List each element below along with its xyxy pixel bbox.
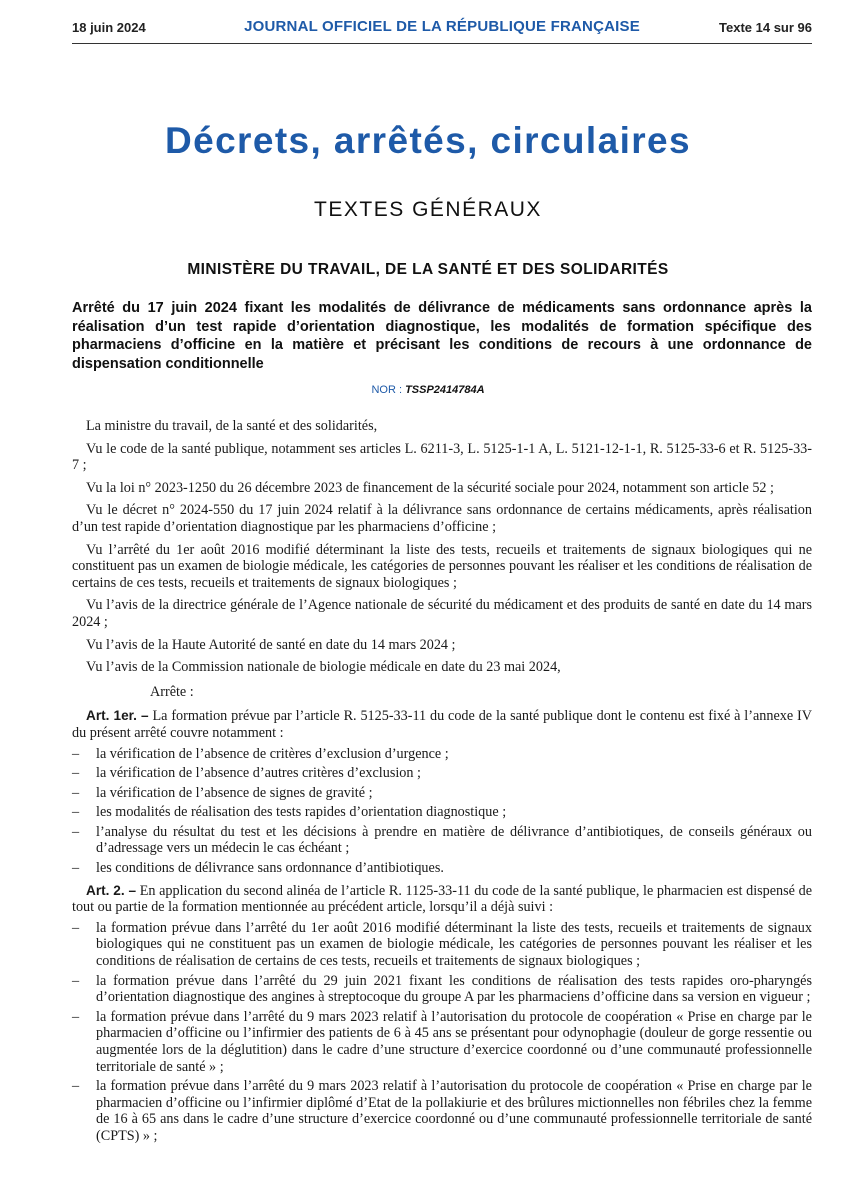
nor-code: TSSP2414784A bbox=[405, 384, 485, 396]
article-1-list bbox=[72, 746, 812, 877]
list-item-text: la formation prévue dans l’arrêté du 29 juin 2021 fixant les conditions de réalisation des tests rapides oro-pharyngés d’orientation diagnostique des angines à streptocoque du groupe A par les pharmaciens d’officine dans sa version en vigueur ; bbox=[96, 972, 812, 1006]
list-item-text: la vérification de l’absence d’autres critères d’exclusion ; bbox=[96, 765, 421, 782]
list-dash: – bbox=[72, 745, 80, 762]
list-item-text: les conditions de délivrance sans ordonnance d’antibiotiques. bbox=[96, 860, 444, 877]
list-item bbox=[72, 1009, 812, 1075]
text-number: Texte 14 sur 96 bbox=[719, 20, 812, 35]
journal-title: JOURNAL OFFICIEL DE LA RÉPUBLIQUE FRANÇAISE bbox=[244, 18, 640, 35]
preamble-visa: Vu l’avis de la Commission nationale de biologie médicale en date du 23 mai 2024, bbox=[86, 659, 561, 676]
preamble-visa: Vu le code de la santé publique, notamment ses articles L. 6211-3, L. 5125-1-1 A, L. 5121-12-1-1, R. 5125-33-6 et R. 5125-33-7 ; bbox=[72, 440, 812, 474]
list-item bbox=[72, 804, 812, 821]
preamble-visa: Vu la loi n° 2023-1250 du 26 décembre 2023 de financement de la sécurité sociale pour 2024, notamment son article 52 ; bbox=[86, 479, 774, 496]
arrete-title: Arrêté du 17 juin 2024 fixant les modalités de délivrance de médicaments sans ordonnance après la réalisation d’un test rapide d’orientation diagnostique, les modalités de formation spécifique des pharmaciens d’officine en la matière et précisant les conditions de recours à une ordonnance de dispensation conditionnelle bbox=[72, 300, 812, 372]
list-dash: – bbox=[72, 860, 80, 877]
list-item bbox=[72, 785, 812, 802]
list-item bbox=[72, 920, 812, 970]
preamble-visa: Vu l’avis de la Haute Autorité de santé en date du 14 mars 2024 ; bbox=[86, 636, 456, 653]
nor-label: NOR : bbox=[371, 384, 402, 396]
list-item-text: la formation prévue dans l’arrêté du 9 mars 2023 relatif à l’autorisation du protocole de coopération « Prise en charge par le pharmacien d’officine ou l’infirmier des patients de 6 à 45 ans se présentant pour odynophagie (douleur de gorge ressentie ou augmentée lors de la déglutition) dans le cadre d’une structure d’exercice coordonné ou d’une communauté professionnelle territoriale de santé » ; bbox=[96, 1008, 812, 1075]
list-dash: – bbox=[72, 919, 80, 936]
list-dash: – bbox=[72, 804, 80, 821]
page-title: Décrets, arrêtés, circulaires bbox=[164, 120, 692, 161]
page-header bbox=[72, 18, 812, 42]
list-dash: – bbox=[72, 1008, 80, 1025]
list-dash: – bbox=[72, 765, 80, 782]
list-item-text: la formation prévue dans l’arrêté du 1er août 2016 modifié déterminant la liste des tests, recueils et traitements de signaux biologiques qui ne constituent pas un examen de biologie médicale, les catégories de personnes pouvant les réaliser et les conditions de réalisation de certains de ces tests, recueils et traitements de signaux biologiques ; bbox=[96, 919, 812, 970]
nor-reference bbox=[0, 384, 856, 396]
preamble-visa: Vu le décret n° 2024-550 du 17 juin 2024 relatif à la délivrance sans ordonnance de certains médicaments, après réalisation d’un test rapide d’orientation diagnostique par les pharmaciens d’officine ; bbox=[72, 502, 812, 535]
list-item bbox=[72, 824, 812, 857]
list-item bbox=[72, 746, 812, 763]
list-dash: – bbox=[72, 784, 80, 801]
article-1 bbox=[72, 708, 812, 741]
article-2-list bbox=[72, 920, 812, 1145]
article-2-text: En application du second alinéa de l’article R. 1125-33-11 du code de la santé publique, le pharmacien est dispensé de tout ou partie de la formation mentionnée au précédent article, lorsqu’il a déjà suivi : bbox=[72, 882, 812, 916]
article-2 bbox=[72, 883, 812, 916]
publication-date: 18 juin 2024 bbox=[72, 20, 146, 35]
header-divider bbox=[72, 43, 812, 44]
preamble-minister: La ministre du travail, de la santé et des solidarités, bbox=[86, 418, 378, 434]
list-item-text: l’analyse du résultat du test et les décisions à prendre en matière de délivrance d’antibiotiques, de conseils généraux ou d’adressage vers un médecin le cas échéant ; bbox=[96, 823, 812, 857]
list-item bbox=[72, 1078, 812, 1144]
arrete-label: Arrête : bbox=[150, 683, 194, 700]
article-1-text: La formation prévue par l’article R. 5125-33-11 du code de la santé publique dont le contenu est fixé à l’annexe IV du présent arrêté couvre notamment : bbox=[72, 708, 812, 741]
list-item-text: la formation prévue dans l’arrêté du 9 mars 2023 relatif à l’autorisation du protocole de coopération « Prise en charge par le pharmacien d’officine ou l’infirmier diplômé d’Etat de la pollakiurie et des brûlures mictionnelles non fébriles chez la femme de 16 à 65 ans dans le cadre d’une structure d’exercice coordonné ou d’une communauté professionnelle territoriale de santé (CPTS) » ; bbox=[96, 1078, 812, 1144]
preamble-visa: Vu l’avis de la directrice générale de l’Agence nationale de sécurité du médicament et des produits de santé en date du 14 mars 2024 ; bbox=[72, 597, 812, 630]
list-dash: – bbox=[72, 823, 80, 840]
document-body bbox=[72, 418, 812, 1151]
preamble-visa: Vu l’arrêté du 1er août 2016 modifié déterminant la liste des tests, recueils et traitements de signaux biologiques qui ne constituent pas un examen de biologie médicale, les catégories de personnes pouvant les réaliser et les conditions de réalisation de certains de ces tests, recueils et traitements de signaux biologiques ; bbox=[72, 541, 812, 591]
list-item-text: la vérification de l’absence de signes de gravité ; bbox=[96, 784, 373, 801]
list-item-text: les modalités de réalisation des tests rapides d’orientation diagnostique ; bbox=[96, 804, 507, 821]
list-item bbox=[72, 860, 812, 877]
list-dash: – bbox=[72, 1078, 80, 1095]
section-title: TEXTES GÉNÉRAUX bbox=[314, 198, 542, 221]
article-1-label: Art. 1er. – bbox=[86, 708, 149, 724]
list-item bbox=[72, 765, 812, 782]
ministry-name: MINISTÈRE DU TRAVAIL, DE LA SANTÉ ET DES SOLIDARITÉS bbox=[187, 261, 669, 278]
list-item bbox=[72, 973, 812, 1006]
article-2-label: Art. 2. – bbox=[86, 882, 137, 898]
list-dash: – bbox=[72, 972, 80, 989]
list-item-text: la vérification de l’absence de critères d’exclusion d’urgence ; bbox=[96, 745, 449, 762]
